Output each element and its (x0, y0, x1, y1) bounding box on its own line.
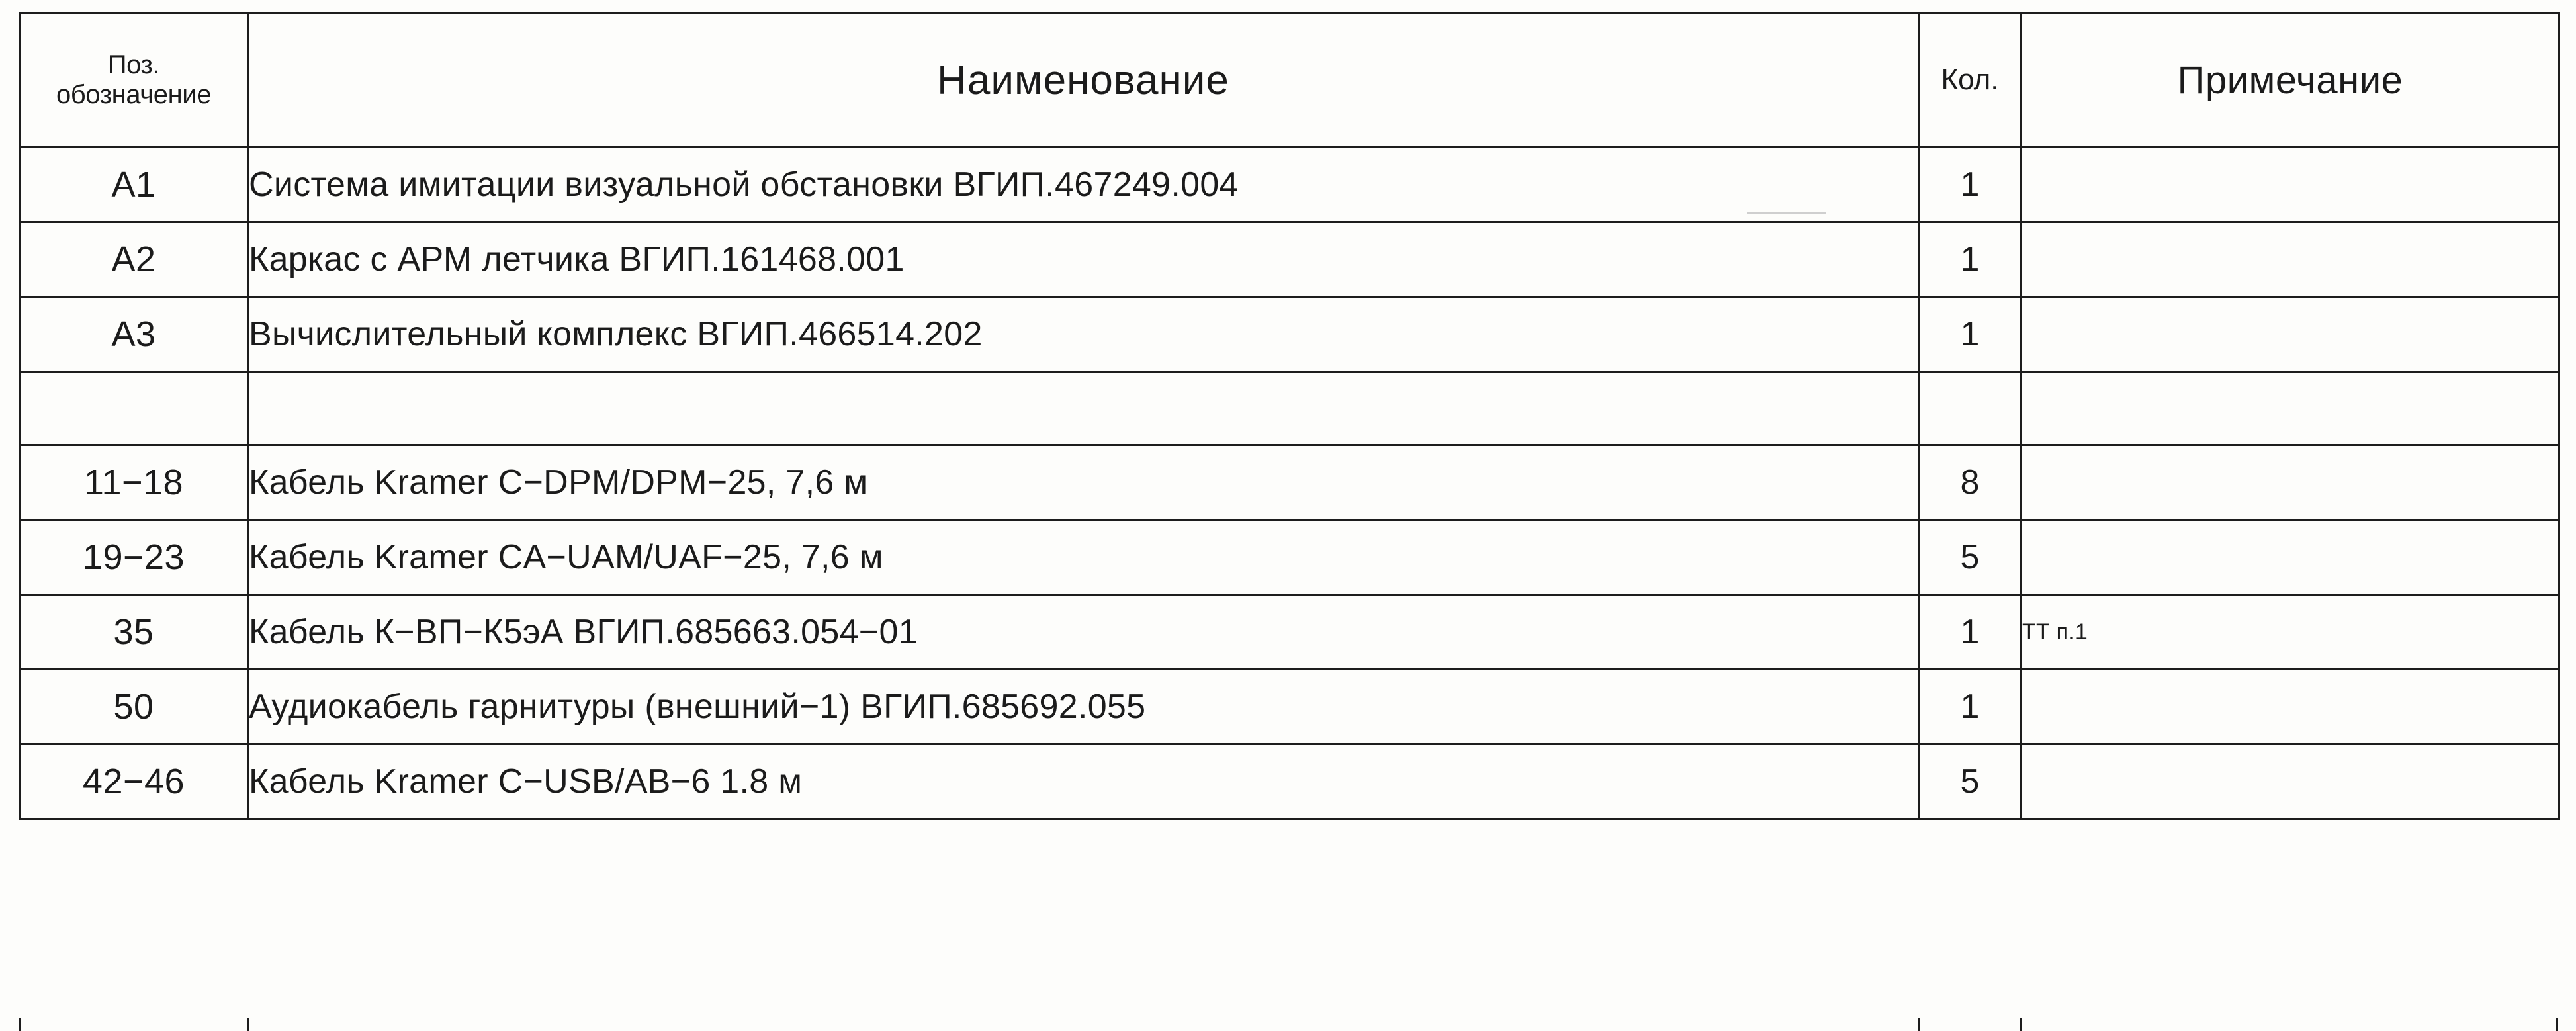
cell-position: 11−18 (20, 445, 248, 520)
table-row (20, 595, 2559, 670)
table-row (20, 445, 2559, 520)
specification-table (19, 12, 2560, 820)
cell-name: Кабель Kramer CA−UAM/UAF−25, 7,6 м (248, 520, 1919, 595)
cell-quantity: 5 (1919, 520, 2021, 595)
cell-quantity: 1 (1919, 222, 2021, 297)
cell-note (2021, 670, 2559, 744)
header-position-line2: обозначение (56, 80, 212, 109)
table-row (20, 222, 2559, 297)
table-row (20, 297, 2559, 372)
table-row-empty (20, 372, 2559, 445)
table-row (20, 670, 2559, 744)
cell-note (2021, 744, 2559, 819)
cell-position: 42−46 (20, 744, 248, 819)
cell-position: 19−23 (20, 520, 248, 595)
cell-quantity: 5 (1919, 744, 2021, 819)
cell-note: ТТ п.1 (2021, 595, 2559, 670)
cell-position: 50 (20, 670, 248, 744)
cell-name (248, 372, 1919, 445)
table-row (20, 744, 2559, 819)
cell-position (20, 372, 248, 445)
cell-note (2021, 297, 2559, 372)
cell-quantity: 1 (1919, 297, 2021, 372)
header-position-line1: Поз. (107, 50, 160, 80)
cell-name: Кабель Kramer C−USB/AB−6 1.8 м (248, 744, 1919, 819)
cell-name: Система имитации визуальной обстановки ВГИП.467249.004 (248, 148, 1919, 222)
cell-note (2021, 148, 2559, 222)
cell-position: A3 (20, 297, 248, 372)
cell-note (2021, 520, 2559, 595)
cell-position: A1 (20, 148, 248, 222)
cell-quantity: 1 (1919, 595, 2021, 670)
cell-position: 35 (20, 595, 248, 670)
cell-quantity (1919, 372, 2021, 445)
table-continuation-stub (19, 1018, 2558, 1031)
table-header-row (20, 13, 2559, 148)
column-divider-1 (247, 1018, 249, 1031)
cell-note (2021, 222, 2559, 297)
cell-note (2021, 372, 2559, 445)
column-divider-2 (1918, 1018, 1920, 1031)
header-position (20, 13, 248, 148)
header-note: Примечание (2021, 13, 2559, 148)
table-row (20, 520, 2559, 595)
table-row (20, 148, 2559, 222)
header-name: Наименование (248, 13, 1919, 148)
cell-note (2021, 445, 2559, 520)
column-divider-3 (2020, 1018, 2022, 1031)
cell-name: Каркас с АРМ летчика ВГИП.161468.001 (248, 222, 1919, 297)
cell-name: Вычислительный комплекс ВГИП.466514.202 (248, 297, 1919, 372)
cell-name: Кабель Kramer C−DPM/DPM−25, 7,6 м (248, 445, 1919, 520)
scan-artifact-line (1747, 212, 1826, 214)
header-quantity: Кол. (1919, 13, 2021, 148)
cell-name: Кабель К−ВП−К5эА ВГИП.685663.054−01 (248, 595, 1919, 670)
cell-name: Аудиокабель гарнитуры (внешний−1) ВГИП.685692.055 (248, 670, 1919, 744)
cell-quantity: 1 (1919, 148, 2021, 222)
cell-quantity: 8 (1919, 445, 2021, 520)
cell-position: A2 (20, 222, 248, 297)
cell-quantity: 1 (1919, 670, 2021, 744)
